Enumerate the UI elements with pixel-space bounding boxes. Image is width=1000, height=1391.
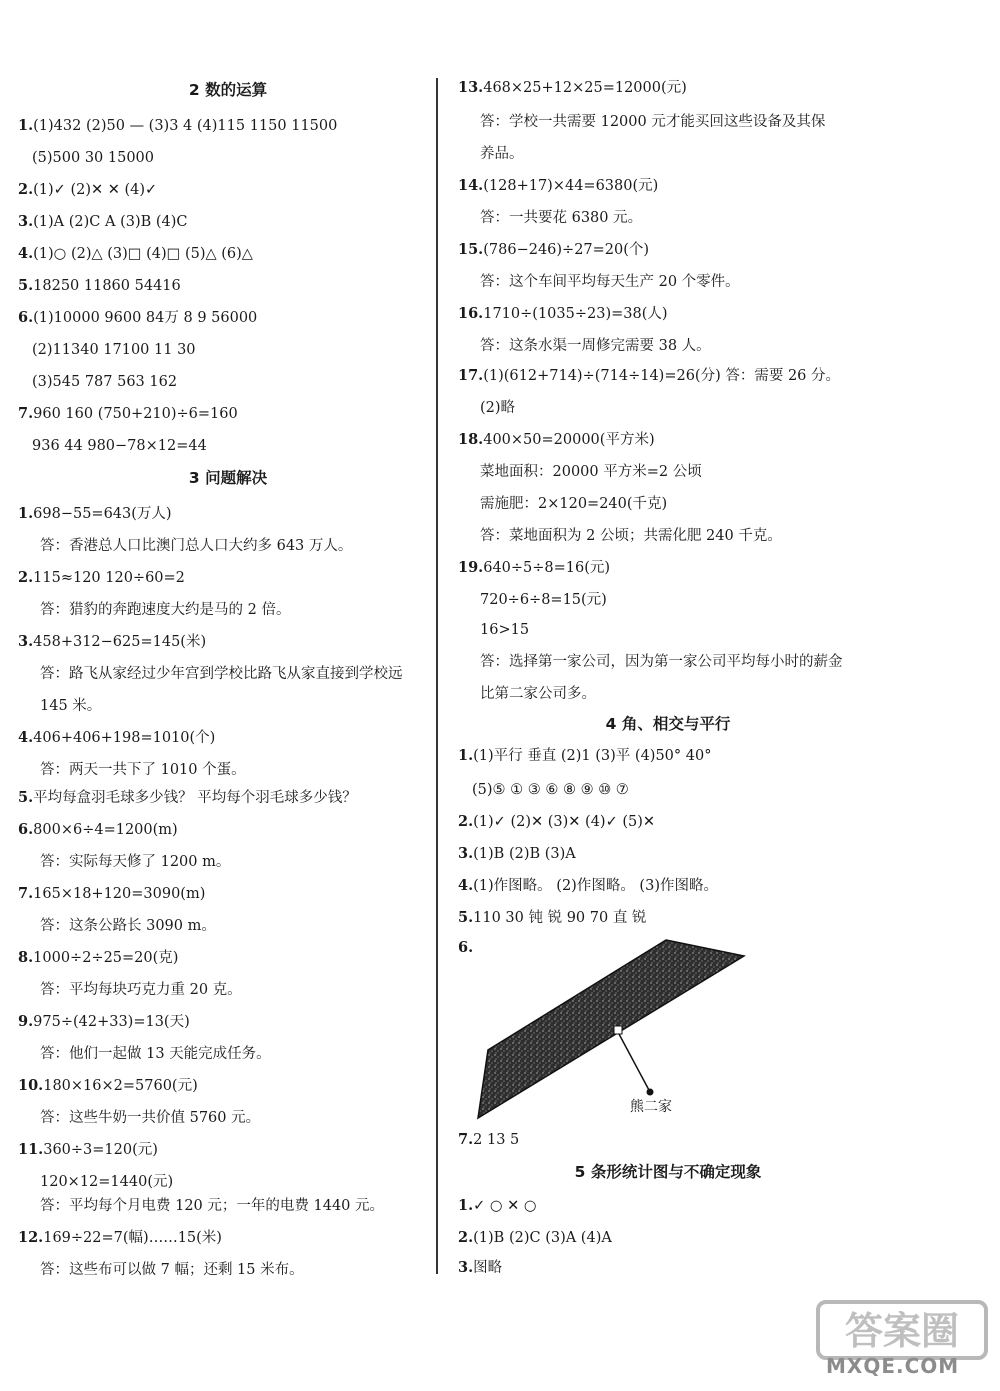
answer-item [458,304,668,324]
item-text: (1)A (2)C A (3)B (4)C [33,214,188,230]
answer-line [40,664,403,684]
item-text: 1000÷2÷25=20(克) [33,950,179,966]
item-text: 640÷5÷8=16(元) [483,560,611,576]
answer-line [40,696,101,716]
answer-item [18,1228,222,1248]
item-text: 180×16×2=5760(元) [43,1078,198,1094]
answer-line [40,916,216,936]
item-text: ✓ ○ ✕ ○ [473,1198,537,1214]
item-text: 960 160 (750+210)÷6=160 [33,406,238,422]
watermark-site: MXQE.COM [826,1354,960,1378]
answer-line [18,148,154,168]
item-text: 需施肥：2×120=240(千克) [480,496,668,512]
answer-line [480,144,524,164]
watermark-logo-text: 答案圈 [844,1309,960,1353]
item-text: (1)作图略。 (2)作图略。 (3)作图略。 [473,878,718,894]
answer-line [40,760,246,780]
river-shape [478,940,744,1118]
item-text: 答：选择第一家公司，因为第一家公司平均每小时的薪金 [480,654,843,670]
answer-item [458,746,711,766]
item-text: 406+406+198=1010(个) [33,730,216,746]
answer-item [18,308,257,328]
item-text: (1)✓ (2)✕ ✕ (4)✓ [33,182,158,198]
item-number: 5. [458,909,474,926]
item-text: 答：这些布可以做 7 幅；还剩 15 米布。 [40,1262,304,1278]
item-number: 10. [18,1077,44,1094]
section-heading: 4 角、相交与平行 [605,715,731,733]
answer-item [18,1140,158,1160]
answer-item [18,1076,198,1096]
item-text: (128+17)×44=6380(元) [483,178,659,194]
answer-line [480,272,740,292]
answer-line [40,536,352,556]
item-text: 答：学校一共需要 12000 元才能买回这些设备及其保 [480,114,826,130]
column-divider [436,78,438,1274]
answer-line [480,208,642,228]
item-text: 答：路飞从家经过少年宫到学校比路飞从家直接到学校远 [40,666,403,682]
answer-item [18,884,205,904]
item-number: 1. [18,117,34,134]
item-text: (1)(612+714)÷(714÷14)=26(分) 答：需要 26 分。 [483,368,841,384]
answer-item [458,844,576,864]
item-number: 5. [18,277,34,294]
item-text: 平均每盒羽毛球多少钱？ 平均每个羽毛球多少钱？ [33,790,357,806]
item-number: 12. [18,1229,44,1246]
item-number: 17. [458,367,484,384]
item-number: 3. [458,1259,474,1276]
item-text: 答：菜地面积为 2 公顷；共需化肥 240 千克。 [480,528,782,544]
item-number: 13. [458,79,484,96]
answer-line [18,436,207,456]
item-text: 16>15 [480,622,530,638]
answer-item [458,812,655,832]
item-text: (786−246)÷27=20(个) [483,242,650,258]
answer-line [480,652,843,672]
item-text: (5)⑤ ① ③ ⑥ ⑧ ⑨ ⑩ ⑦ [472,782,629,798]
house-point [647,1089,654,1096]
answer-item [458,176,658,196]
answer-item [458,430,655,450]
item-text: 169÷22=7(幅)……15(米) [43,1230,222,1246]
item-number: 7. [18,405,34,422]
item-text: (2)略 [480,400,516,416]
answer-item [458,938,473,958]
item-text: (2)11340 17100 11 30 [32,342,196,358]
answer-item [18,632,206,652]
item-number: 18. [458,431,484,448]
answer-line [480,112,825,132]
item-text: 答：平均每块巧克力重 20 克。 [40,982,242,998]
answer-line [40,852,230,872]
item-text: 答：平均每个月电费 120 元；一年的电费 1440 元。 [40,1198,385,1214]
answer-line [18,372,177,392]
answer-line [480,462,702,482]
item-number: 3. [18,633,34,650]
item-text: (1)平行 垂直 (2)1 (3)平 (4)50° 40° [473,748,712,764]
answer-item [458,78,687,98]
answer-line [40,980,242,1000]
answer-line [480,620,529,640]
item-text: 115≈120 120÷60=2 [33,570,185,586]
item-text: 720÷6÷8=15(元) [480,592,607,608]
item-text: 1710÷(1035÷23)=38(人) [483,306,668,322]
answer-line [40,1108,260,1128]
answer-line [458,780,629,800]
item-text: (1)B (2)C (3)A (4)A [473,1230,612,1246]
item-number: 1. [18,505,34,522]
item-number: 3. [458,845,474,862]
item-number: 1. [458,747,474,764]
item-text: 165×18+120=3090(m) [33,886,206,902]
answer-item [458,1130,519,1150]
item-text: 答：猎豹的奔跑速度大约是马的 2 倍。 [40,602,291,618]
item-number: 7. [458,1131,474,1148]
perpendicular-mark [614,1026,622,1034]
perpendicular-line [619,1034,650,1092]
house-label: 熊二家 [630,1099,672,1115]
answer-item [18,276,181,296]
item-number: 2. [18,569,34,586]
answer-item [18,404,238,424]
item-number: 8. [18,949,34,966]
answer-item [18,180,157,200]
item-text: 答：实际每天修了 1200 m。 [40,854,231,870]
answer-item [458,876,718,896]
item-text: (1)B (2)B (3)A [473,846,576,862]
item-number: 16. [458,305,484,322]
item-text: 比第二家公司多。 [480,686,596,702]
answer-item [18,948,178,968]
item-number: 4. [458,877,474,894]
answer-line [480,684,596,704]
item-text: 答：这条水渠一周修完需要 38 人。 [480,338,711,354]
item-number: 6. [18,821,34,838]
item-text: (5)500 30 15000 [32,150,155,166]
answer-item [458,1258,502,1278]
answer-line [40,1044,271,1064]
answer-line [40,600,290,620]
item-number: 3. [18,213,34,230]
answer-item [18,244,253,264]
item-text: 答：这个车间平均每天生产 20 个零件。 [480,274,740,290]
item-text: 18250 11860 54416 [33,278,181,294]
item-text: 答：香港总人口比澳门总人口大约多 643 万人。 [40,538,353,554]
item-number: 6. [458,939,474,956]
answer-line [480,494,667,514]
section-heading: 3 问题解决 [188,469,268,487]
item-number: 2. [458,1229,474,1246]
answer-item [18,568,185,588]
answer-line [480,398,515,418]
item-text: 975÷(42+33)=13(天) [33,1014,190,1030]
answer-item [18,212,188,232]
item-text: 答：一共要花 6380 元。 [480,210,643,226]
answer-line [480,336,711,356]
answer-item [18,116,337,136]
answer-item [18,728,215,748]
answer-line [40,1172,173,1192]
answer-item [458,240,649,260]
item-text: (1)○ (2)△ (3)□ (4)□ (5)△ (6)△ [33,246,253,262]
item-text: (1)✓ (2)✕ (3)✕ (4)✓ (5)✕ [473,814,656,830]
item-text: (1)432 (2)50 — (3)3 4 (4)115 1150 11500 [33,118,338,134]
item-number: 1. [458,1197,474,1214]
item-text: 698−55=643(万人) [33,506,172,522]
item-text: 800×6÷4=1200(m) [33,822,178,838]
item-text: 答：这些牛奶一共价值 5760 元。 [40,1110,261,1126]
item-number: 4. [18,245,34,262]
answer-line [480,526,782,546]
item-text: 458+312−625=145(米) [33,634,207,650]
answer-item [18,504,172,524]
item-number: 2. [458,813,474,830]
answer-line [40,1196,384,1216]
item-text: 答：两天一共下了 1010 个蛋。 [40,762,246,778]
answer-item [18,820,178,840]
item-text: (1)10000 9600 84万 8 9 56000 [33,310,258,326]
item-number: 2. [18,181,34,198]
item-text: 110 30 钝 锐 90 70 直 锐 [473,910,647,926]
item-text: 菜地面积：20000 平方米=2 公顷 [480,464,702,480]
section-heading: 2 数的运算 [188,81,268,99]
item-text: 468×25+12×25=12000(元) [483,80,687,96]
answer-item [458,366,840,386]
item-number: 6. [18,309,34,326]
item-number: 5. [18,789,34,806]
item-number: 14. [458,177,484,194]
item-number: 4. [18,729,34,746]
river-figure [476,934,746,1124]
item-number: 11. [18,1141,44,1158]
item-number: 15. [458,241,484,258]
item-text: 图略 [473,1260,503,1276]
item-text: 360÷3=120(元) [43,1142,158,1158]
item-number: 9. [18,1013,34,1030]
item-text: 400×50=20000(平方米) [483,432,655,448]
answer-line [18,340,196,360]
answer-item [458,558,610,578]
item-number: 7. [18,885,34,902]
item-text: (3)545 787 563 162 [32,374,178,390]
answer-item [458,1228,612,1248]
item-text: 答：他们一起做 13 天能完成任务。 [40,1046,271,1062]
item-text: 2 13 5 [473,1132,520,1148]
section-heading: 5 条形统计图与不确定现象 [574,1163,762,1181]
answer-item [18,788,357,808]
item-number: 19. [458,559,484,576]
answer-line [40,1260,304,1280]
answer-item [18,1012,190,1032]
answer-item [458,1196,537,1216]
answer-item [458,908,646,928]
answer-line [480,590,607,610]
item-text: 养品。 [480,146,524,162]
item-text: 936 44 980−78×12=44 [32,438,207,454]
item-text: 答：这条公路长 3090 m。 [40,918,216,934]
item-text: 120×12=1440(元) [40,1174,174,1190]
item-text: 145 米。 [40,698,102,714]
